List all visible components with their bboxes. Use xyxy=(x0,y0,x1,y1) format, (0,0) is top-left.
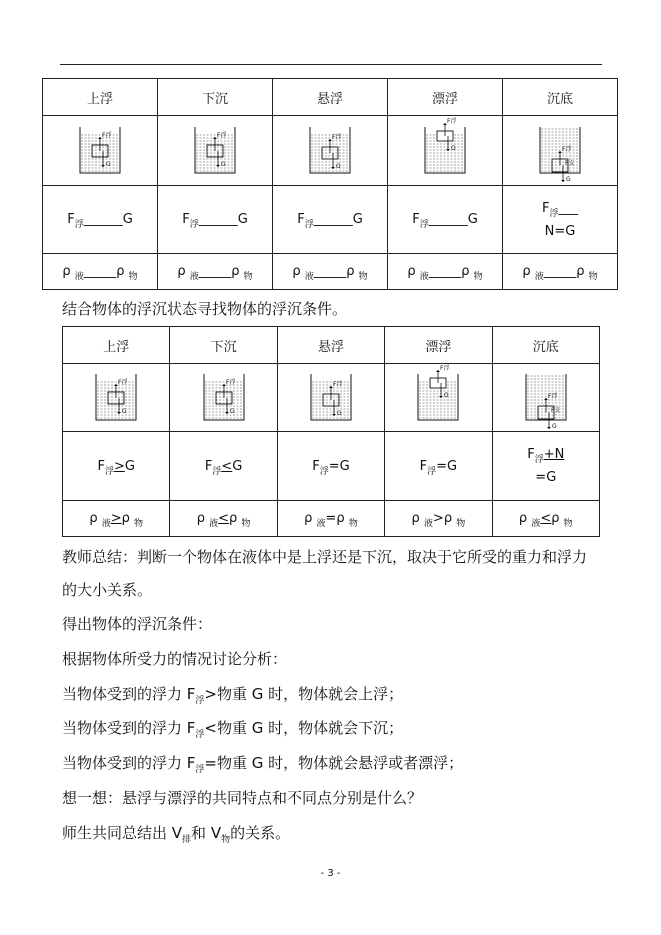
float-sink-table-filled xyxy=(62,326,600,537)
gravity-label: G xyxy=(551,422,557,430)
rise-condition: 当物体受到的浮力 $F_浮>$物重 G 时，物体就会上浮； xyxy=(62,685,404,706)
summary-line-2: 的大小关系。 xyxy=(62,581,153,599)
volume-summary: 师生共同总结出 $V_排$和 $V_物$的关系。 xyxy=(62,824,291,845)
bottomed-object-diagram xyxy=(516,368,576,430)
analysis-heading: 根据物体所受力的情况讨论分析： xyxy=(62,650,288,668)
diagram-cell xyxy=(170,364,277,432)
diagram-cell xyxy=(63,364,170,432)
density-cell: ρ $_液$_____ρ $_物$ xyxy=(388,254,503,290)
floating-object-diagram xyxy=(415,117,475,177)
header-cell: 下沉 xyxy=(170,327,277,364)
density-cell: ρ $_液$_____ρ $_物$ xyxy=(503,254,618,290)
force-cell: $F_浮+N$ =G xyxy=(492,432,599,501)
header-cell: 漂浮 xyxy=(385,327,492,364)
header-cell: 沉底 xyxy=(503,79,618,116)
gravity-label: G xyxy=(122,407,127,415)
suspended-object-diagram xyxy=(301,368,361,424)
gravity-arrow-head xyxy=(225,412,229,414)
float-condition: 当物体受到的浮力 $F_浮=$物重 G 时，物体就会悬浮或者漂浮； xyxy=(62,754,464,775)
force-cell: $F_浮>G$ xyxy=(63,432,170,501)
buoyancy-label: F浮 xyxy=(332,380,343,388)
header-rule xyxy=(60,64,602,65)
density-cell: ρ $_液$>ρ $_物$ xyxy=(63,501,170,537)
force-cell: $F_浮\_\_\_\_\_\_G$ xyxy=(388,186,503,254)
gravity-label: G xyxy=(451,144,456,152)
buoyancy-label: F浮 xyxy=(562,145,572,153)
gravity-label: G xyxy=(336,162,341,170)
think-question: 想一想：悬浮与漂浮的共同特点和不同点分别是什么？ xyxy=(62,789,423,807)
gravity-arrow-head xyxy=(332,414,336,416)
gravity-arrow-head xyxy=(446,149,450,151)
header-cell: 漂浮 xyxy=(388,79,503,116)
density-cell: ρ $_液$<ρ $_物$ xyxy=(492,501,599,537)
summary-line-1: 教师总结：判断一个物体在液体中是上浮还是下沉，取决于它所受的重力和浮力 xyxy=(62,548,588,566)
buoyancy-label: F浮 xyxy=(225,378,236,386)
gravity-label: G xyxy=(229,407,235,415)
header-cell: 上浮 xyxy=(43,79,158,116)
floating-object-diagram xyxy=(408,364,468,424)
force-cell: $F_浮\_\_\_\_\_\_G$ xyxy=(273,186,388,254)
gravity-label: G xyxy=(336,409,342,417)
gravity-label: G xyxy=(106,160,111,168)
header-cell: 上浮 xyxy=(63,327,170,364)
header-cell: 沉底 xyxy=(492,327,599,364)
gravity-label: G xyxy=(566,175,571,183)
diagram-cell xyxy=(158,116,273,186)
support-label: F支 xyxy=(565,159,575,167)
buoyancy-label: F浮 xyxy=(217,131,227,139)
gravity-arrow-head xyxy=(331,167,335,169)
force-cell: $F_浮\_\_\_\_\_\_G$ xyxy=(43,186,158,254)
gravity-label: G xyxy=(221,160,226,168)
gravity-arrow-head xyxy=(216,165,220,167)
sink-condition: 当物体受到的浮力 $F_浮<$物重 G 时，物体就会下沉； xyxy=(62,719,404,740)
buoyancy-label: F浮 xyxy=(102,131,112,139)
buoyancy-label: F浮 xyxy=(332,133,342,141)
diagram-cell xyxy=(492,364,599,432)
density-cell: ρ $_液$>ρ $_物$ xyxy=(385,501,492,537)
gravity-label: G xyxy=(444,391,450,399)
conditions-heading: 得出物体的浮沉条件： xyxy=(62,615,213,633)
gravity-arrow-head xyxy=(561,180,565,182)
density-cell: ρ $_液$=ρ $_物$ xyxy=(277,501,384,537)
float-sink-table-blank xyxy=(42,78,618,290)
header-cell: 下沉 xyxy=(158,79,273,116)
bottomed-object-diagram xyxy=(530,121,590,183)
support-label: F支 xyxy=(550,406,561,414)
force-cell: $F_浮<G$ xyxy=(170,432,277,501)
gravity-arrow-head xyxy=(117,412,121,414)
suspended-object-diagram xyxy=(300,121,360,177)
buoyancy-label: F浮 xyxy=(447,117,457,125)
buoyancy-label: F浮 xyxy=(440,364,450,372)
diagram-cell xyxy=(385,364,492,432)
sinking-object-diagram xyxy=(194,368,254,424)
buoyancy-label: F浮 xyxy=(118,378,128,386)
gravity-arrow-head xyxy=(101,165,105,167)
density-cell: ρ $_液$<ρ $_物$ xyxy=(170,501,277,537)
intro-text: 结合物体的浮沉状态寻找物体的浮沉条件。 xyxy=(62,300,348,318)
force-cell: $F_浮\_\_\_\_\_\_G$ xyxy=(158,186,273,254)
density-cell: ρ $_液$_____ρ $_物$ xyxy=(158,254,273,290)
buoyancy-label: F浮 xyxy=(547,392,558,400)
diagram-cell xyxy=(273,116,388,186)
density-cell: ρ $_液$_____ρ $_物$ xyxy=(273,254,388,290)
diagram-cell xyxy=(388,116,503,186)
gravity-arrow-head xyxy=(547,427,551,429)
diagram-cell xyxy=(277,364,384,432)
diagram-cell xyxy=(43,116,158,186)
force-cell: $F_浮=G$ xyxy=(277,432,384,501)
force-cell: $F_浮\_\_\_$ N=G xyxy=(503,186,618,254)
force-cell: $F_浮=G$ xyxy=(385,432,492,501)
rising-object-diagram xyxy=(70,121,130,177)
header-cell: 悬浮 xyxy=(277,327,384,364)
page-number: - 3 - xyxy=(320,868,341,879)
diagram-cell xyxy=(503,116,618,186)
sinking-object-diagram xyxy=(185,121,245,177)
density-cell: ρ $_液$_____ρ $_物$ xyxy=(43,254,158,290)
header-cell: 悬浮 xyxy=(273,79,388,116)
gravity-arrow-head xyxy=(439,396,443,398)
rising-object-diagram xyxy=(86,368,146,424)
